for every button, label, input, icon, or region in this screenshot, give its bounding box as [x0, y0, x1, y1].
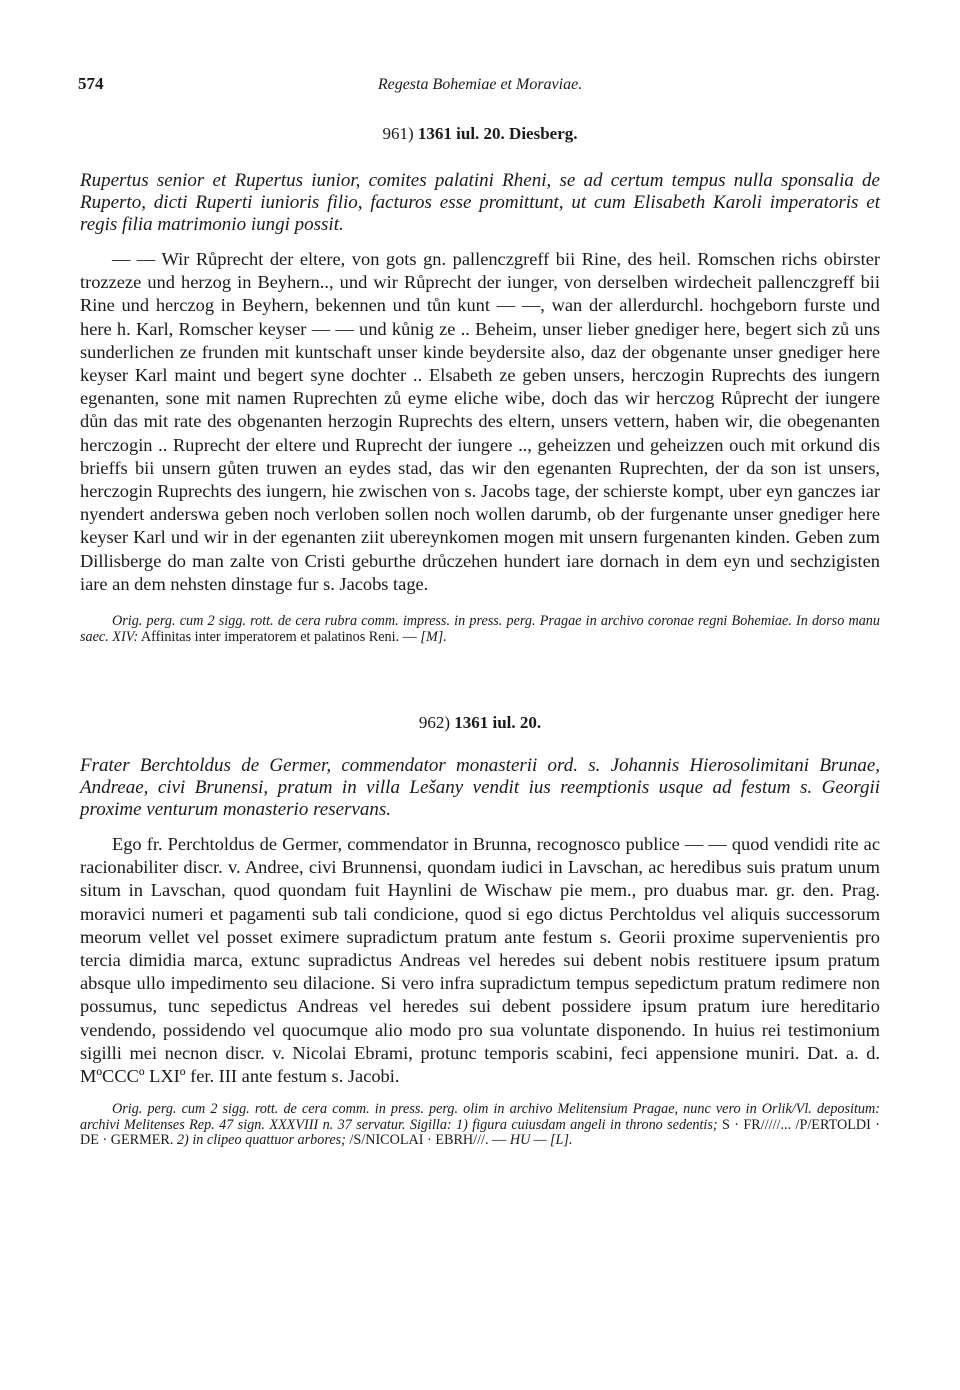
note-italic-2: 2) in clipeo quattuor arbores; [176, 1132, 346, 1149]
running-head [80, 64, 880, 92]
entry-heading [80, 124, 880, 144]
note-roman: Affinitas inter imperatorem et palatinos Reni. — [138, 628, 421, 645]
note-sign: HU — [L]. [509, 1132, 573, 1149]
entry-regest: Frater Berchtoldus de Germer, commendator monasterii ord. s. Johannis Hierosolimitani Brunae, Andreae, civi Brunensi, pratum in villa Lešany vendit ius reemptionis usque ad festum s. Georgii proxime venturum monasterio reservans. [80, 755, 880, 821]
entry-archival-note [80, 1102, 880, 1149]
entry-text: Ego fr. Perchtoldus de Germer, commendator in Brunna, recognosco publice — — quod vendidi rite ac racionabiliter discr. v. Andree, civi Brunnensi, quondam iudici in Lavschan, ac heredibus suis pratum unum situm in Lavschan, quod quondam fuit Haynlini de Wischaw pie mem., pro duabus mar. gr. den. Prag. moravici numeri et pagamenti sub tali condicione, quod si ego dictus Perchtoldus vel aliquis successorum meorum vellet vel posset eximere supradictum pratum ante festum s. Georii proxime supervenientis pro tercia dimidia marca, extunc supradictus Andreas vel heredes sui debent nobis restituere ipsum pratum absque ullo impedimento seu dilacione. Si vero infra supradictum tempus sepedictum pratum redimere non possumus, tunc sepedictus Andreas vel heredes sui debent possidere ipsum pratum iure hereditario vendendo, possidendo vel quocumque alio modo pro sua voluntate disponendo. In huius rei testimonium sigilli mei necnon discr. v. Nicolai Ebrami, protunc temporis scabini, feci appensione muniri. Dat. a. d. MºCCCº LXIº fer. III ante festum s. Jacobi. [80, 834, 880, 1087]
entry-date: 1361 iul. 20. [454, 713, 542, 733]
entry-regest: Rupertus senior et Rupertus iunior, comites palatini Rheni, se ad certum tempus nulla sponsalia de Ruperto, dicti Ruperti iunioris filio, facturos esse promittunt, ut cum Elisabeth Karoli imperatoris et regis filia matrimonio iungi possit. [80, 170, 880, 235]
document-entry-961 [80, 124, 880, 645]
entry-number: 961) [382, 124, 414, 143]
entry-number: 962) [418, 713, 450, 733]
note-roman: S · FR/////... /P/ERTOLDI · DE · GERMER. [80, 1116, 880, 1149]
note-sign: [M]. [420, 628, 447, 645]
entry-heading [80, 713, 880, 733]
entry-text: — — Wir Růprecht der eltere, von gots gn. pallenczgreff bii Rine, des heil. Romschen richs obirster trozzeze und herzog in Beyhern.., und wir Růprecht der iunger, von derselben wirdecheit pallenczgreff bii Rine und herczog in Beyhern, bekennen und tůn kunt — —, wan der allerdurchl. hochgeborn furste und here h. Karl, Romscher keyser — — und kůnig ze .. Beheim, unser lieber gnediger here, begert sich zů uns sunderlichen ze frunden mit kuntschaft unser kinde beydersite also, daz der obgenante unser gnediger here keyser Karl maint und begert syne dochter .. Elsabeth ze geben unsers, herczogin Ruprechts des iungern egenanten, sone mit namen Ruprechten zů eyme eliche wibe, doch das wir herczog Růprecht der iungere důn das mit rate des obgenanten herzogin Ruprechts des eltern, unsers vettern, haben wir, die obegenanten herczogin .. Ruprecht der eltere und Ruprecht der iungere .., geheizzen und geheizzen ouch mit orkund dis brieffs bii unsern gůten truwen an eydes stad, das wir den egenanten Ruprechten, der da son ist unsers, herczogin Ruprechts des iungern, hie zwischen von s. Jacobs tage, der schierste kompt, uber eyn ganczes iar nyendert anderswa geben noch verloben sollen noch wollen darumb, ob der furgenante unser gnediger here keyser Karl und wir in der egenanten ziit ubereynkomen mogen mit unsern furgenanten kinden. Geben zum Dillisberge do man zalte von Cristi geburthe drůczehen hundert iare dornach in dem eyn und sechzigisten iare an dem nehsten dinstage fur s. Jacobs tage. [80, 249, 880, 594]
document-entry-962 [80, 713, 880, 1149]
running-title: Regesta Bohemiae et Moraviae. [377, 76, 583, 93]
note-italic: Orig. perg. cum 2 sigg. rott. de cera rubra comm. impress. in press. perg. Pragae in archivo coronae regni Bohemiae. In dorso manu saec. XIV: [80, 613, 880, 645]
page-number: 574 [78, 74, 104, 93]
note-roman-2: /S/NICOLAI · EBRH///. — [345, 1132, 510, 1149]
page [80, 64, 880, 1149]
note-italic: Orig. perg. cum 2 sigg. rott. de cera comm. in press. perg. olim in archivo Melitensium Pragae, nunc vero in Orlik/Vl. depositum: archivi Melitenses Rep. 47 sign. XXXVIII n. 37 servatur. Sigilla: 1) figura cuiusdam angeli in throno sedentis; [80, 1101, 880, 1133]
entry-date: 1361 iul. 20. Diesberg. [417, 124, 578, 143]
entry-archival-note [80, 614, 880, 645]
